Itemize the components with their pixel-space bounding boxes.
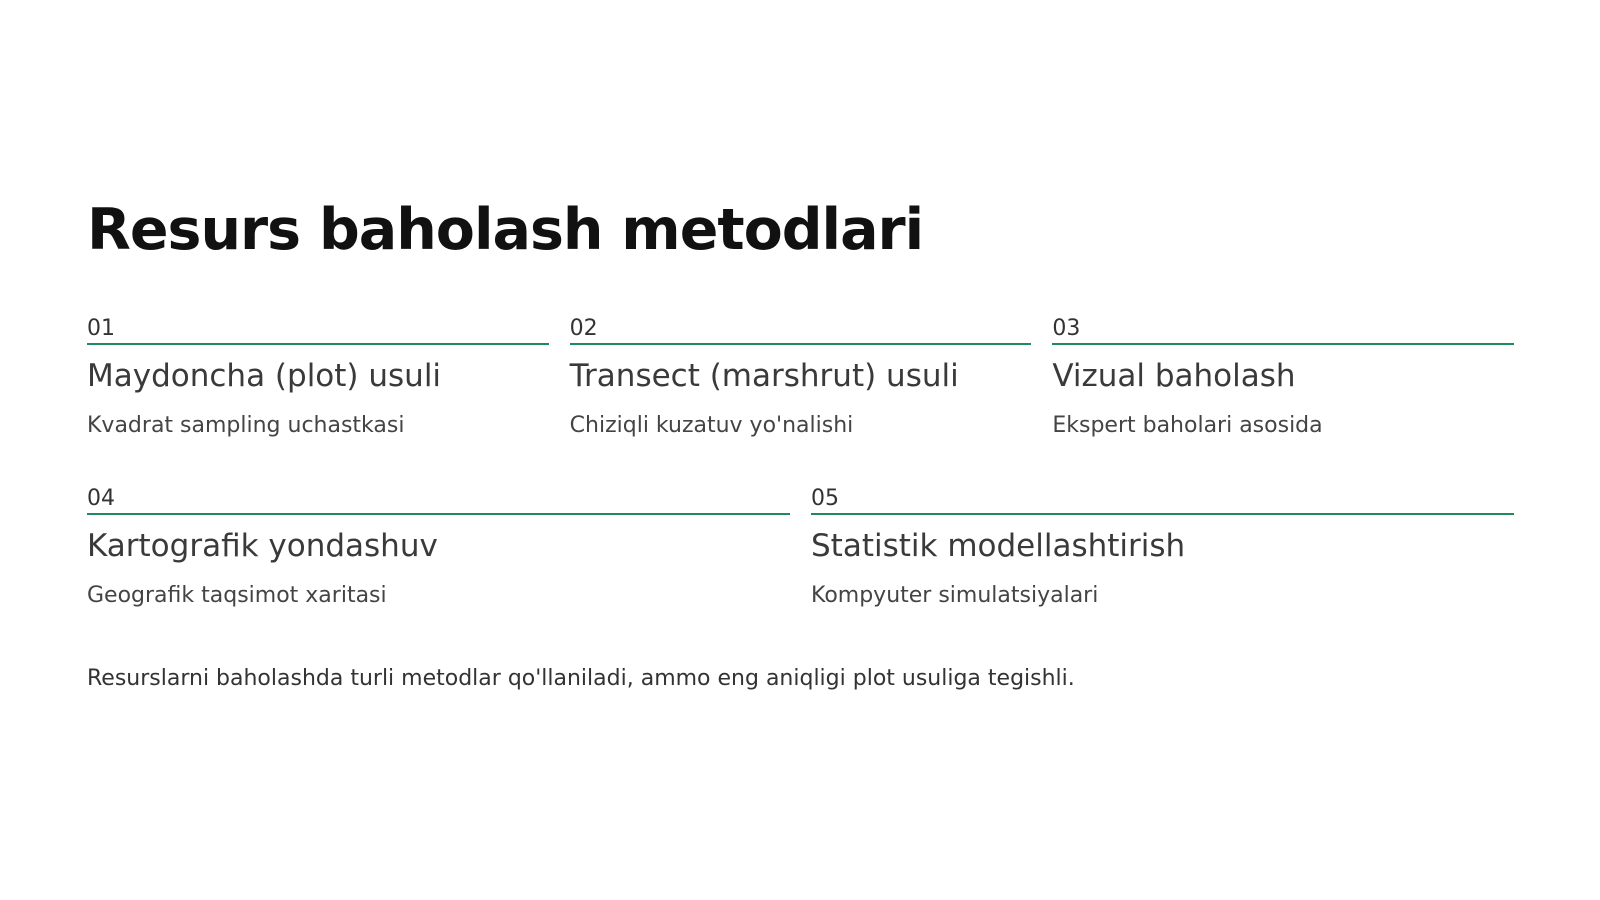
method-number: 04 bbox=[87, 488, 790, 515]
method-number: 02 bbox=[570, 318, 1032, 345]
slide-title: Resurs baholash metodlari bbox=[87, 197, 924, 263]
method-description: Kvadrat sampling uchastkasi bbox=[87, 412, 405, 438]
method-title: Maydoncha (plot) usuli bbox=[87, 358, 442, 394]
method-card-05 bbox=[811, 488, 1514, 609]
method-card-03 bbox=[1052, 318, 1514, 439]
methods-row-bottom bbox=[87, 488, 1514, 609]
methods-row-top bbox=[87, 318, 1514, 439]
method-card-02 bbox=[570, 318, 1032, 439]
method-description: Geografik taqsimot xaritasi bbox=[87, 582, 387, 608]
method-number: 05 bbox=[811, 488, 1514, 515]
method-title: Statistik modellashtirish bbox=[811, 528, 1186, 564]
method-number: 03 bbox=[1052, 318, 1514, 345]
method-title: Transect (marshrut) usuli bbox=[569, 358, 959, 394]
method-card-01 bbox=[87, 318, 549, 439]
method-description: Chiziqli kuzatuv yo'nalishi bbox=[569, 412, 854, 438]
method-description: Ekspert baholari asosida bbox=[1052, 412, 1323, 438]
method-number: 01 bbox=[87, 318, 549, 345]
method-card-04 bbox=[87, 488, 790, 609]
summary-text: Resurslarni baholashda turli metodlar qo'llaniladi, ammo eng aniqligi plot usuliga tegishli. bbox=[87, 666, 1075, 691]
method-title: Kartografik yondashuv bbox=[87, 528, 438, 564]
method-description: Kompyuter simulatsiyalari bbox=[811, 582, 1099, 608]
method-title: Vizual baholash bbox=[1052, 358, 1296, 394]
